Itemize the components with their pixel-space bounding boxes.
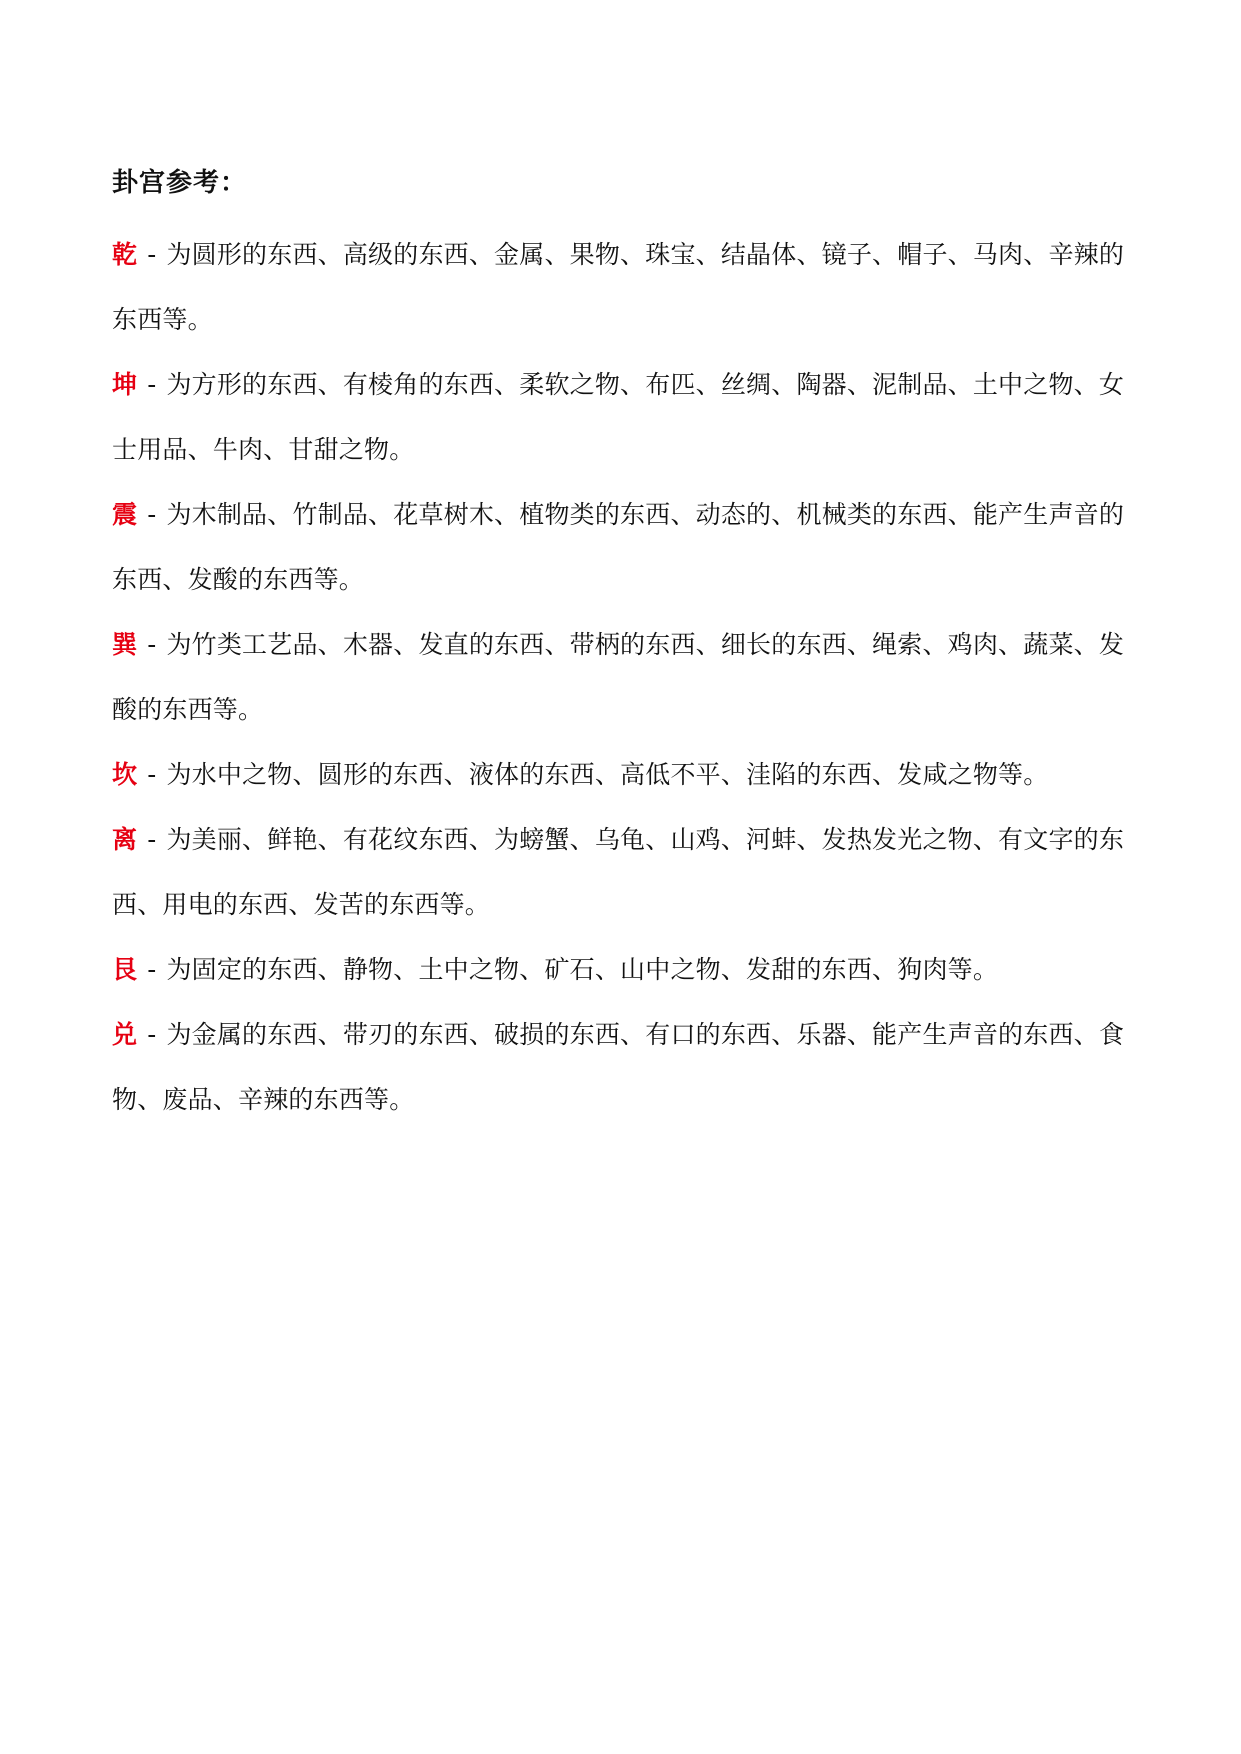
trigram-label: 坤 [112,370,138,399]
entry-text: 为金属的东西、带刃的东西、破损的东西、有口的东西、乐器、能产生声音的东西、食物、废品、辛辣的东西等。 [112,1020,1125,1114]
trigram-label: 艮 [112,955,138,984]
trigram-label: 离 [112,825,138,854]
entry-text: 为水中之物、圆形的东西、液体的东西、高低不平、洼陷的东西、发咸之物等。 [166,760,1049,789]
trigram-label: 兑 [112,1020,138,1049]
separator: - [147,1020,157,1049]
trigram-label: 巽 [112,630,138,659]
separator: - [147,630,157,659]
entry-zhen [112,482,1132,612]
entry-qian [112,222,1132,352]
separator: - [147,825,157,854]
separator: - [147,370,157,399]
entry-kun [112,352,1132,482]
trigram-label: 乾 [112,240,138,269]
entry-text: 为木制品、竹制品、花草树木、植物类的东西、动态的、机械类的东西、能产生声音的东西、发酸的东西等。 [112,500,1125,594]
entry-dui [112,1002,1132,1132]
entry-kan [112,742,1132,807]
document-page [112,158,1132,1132]
trigram-label: 震 [112,500,138,529]
entry-li [112,807,1132,937]
separator: - [147,500,157,529]
entry-text: 为固定的东西、静物、土中之物、矿石、山中之物、发甜的东西、狗肉等。 [166,955,999,984]
entry-gen [112,937,1132,1002]
separator: - [147,760,157,789]
entry-text: 为圆形的东西、高级的东西、金属、果物、珠宝、结晶体、镜子、帽子、马肉、辛辣的东西等。 [112,240,1125,334]
entry-text: 为美丽、鲜艳、有花纹东西、为螃蟹、乌龟、山鸡、河蚌、发热发光之物、有文字的东西、用电的东西、发苦的东西等。 [112,825,1125,919]
entry-text: 为竹类工艺品、木器、发直的东西、带柄的东西、细长的东西、绳索、鸡肉、蔬菜、发酸的东西等。 [112,630,1125,724]
section-heading: 卦宫参考： [112,168,248,198]
separator: - [147,955,157,984]
entry-xun [112,612,1132,742]
entry-text: 为方形的东西、有棱角的东西、柔软之物、布匹、丝绸、陶器、泥制品、土中之物、女士用品、牛肉、甘甜之物。 [112,370,1125,464]
trigram-label: 坎 [112,760,138,789]
separator: - [147,240,157,269]
